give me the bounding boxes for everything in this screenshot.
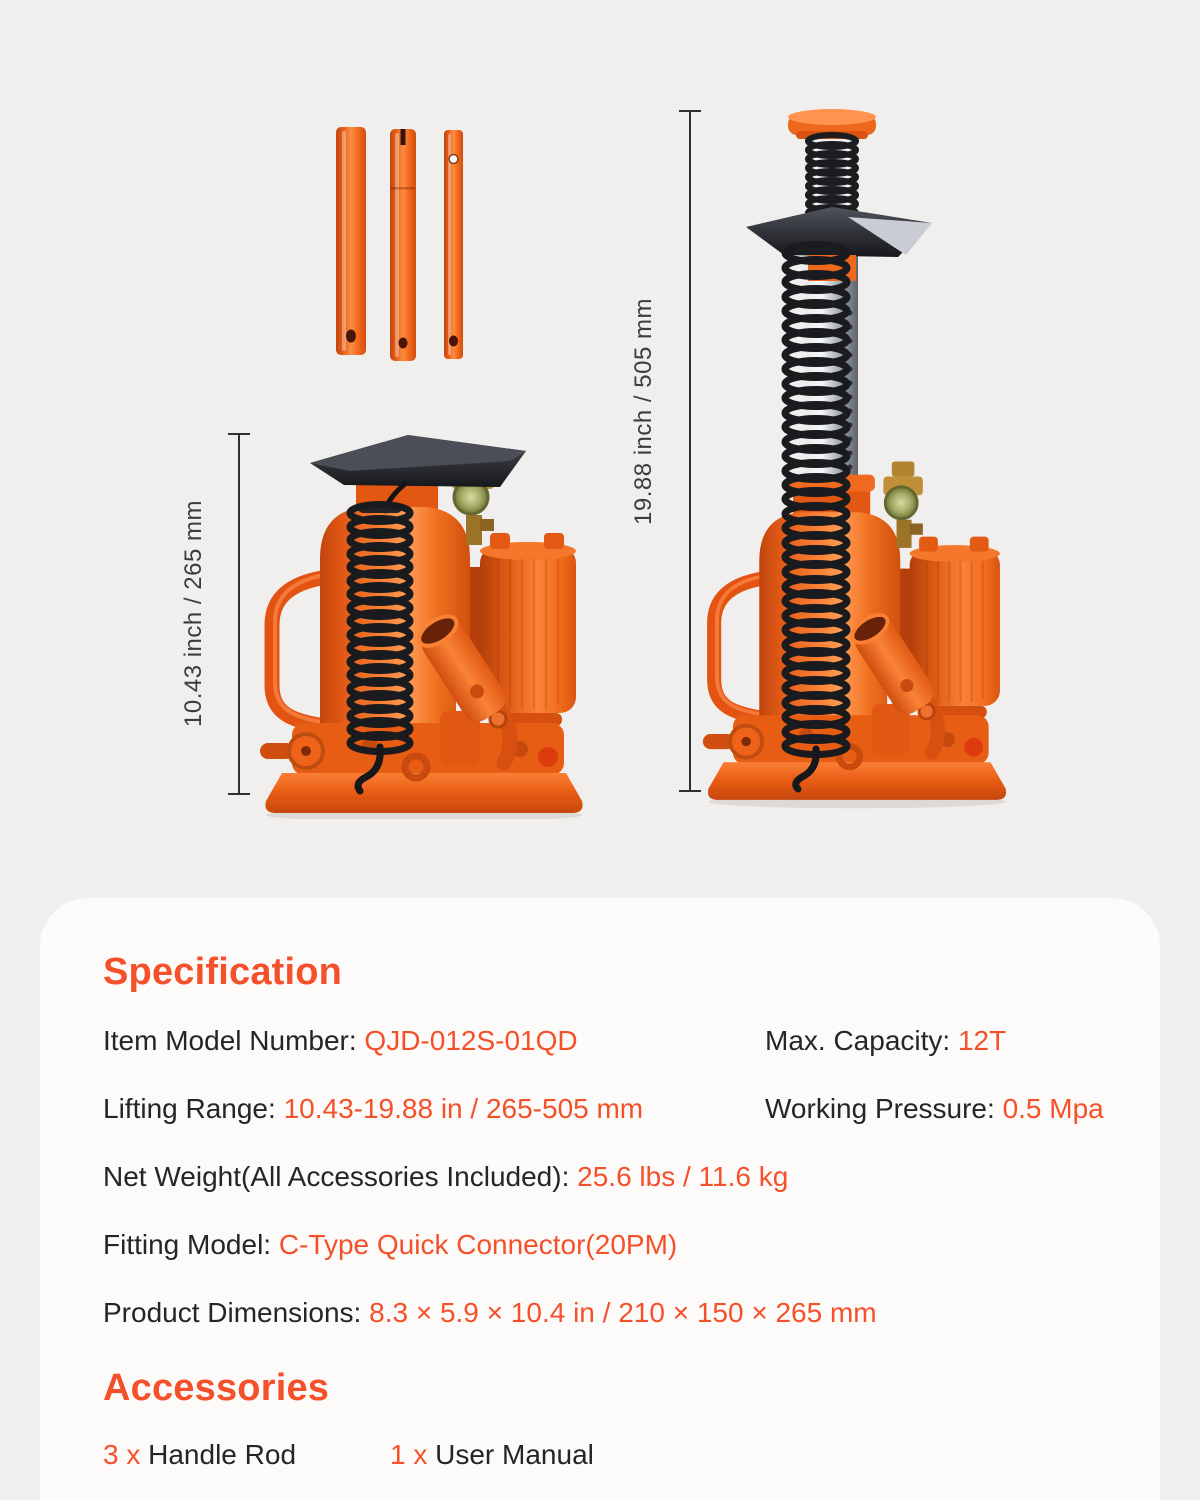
spec-item-model-number: Item Model Number: QJD-012S-01QD xyxy=(103,1025,578,1056)
accessories-title: Accessories xyxy=(103,1367,330,1409)
dimension-label-left: 10.43 inch / 265 mm xyxy=(180,500,207,728)
spec-line xyxy=(103,1092,1104,1126)
spec-product-dimensions: Product Dimensions: 8.3 × 5.9 × 10.4 in / 210 × 150 × 265 mm xyxy=(103,1297,877,1328)
spec-max-capacity: Max. Capacity: 12T xyxy=(765,1025,1007,1056)
accessory-user-manual: 1 x User Manual xyxy=(390,1439,594,1470)
handle-rods-illustration xyxy=(328,121,476,363)
spec-line xyxy=(103,1024,1097,1058)
spec-lifting-range: Lifting Range: 10.43-19.88 in / 265-505 mm xyxy=(103,1093,644,1124)
spec-net-weight: Net Weight(All Accessories Included): 25.6 lbs / 11.6 kg xyxy=(103,1161,789,1192)
handle-rod-3 xyxy=(444,130,463,359)
jack-lowered-illustration xyxy=(258,427,590,819)
dimension-line-right xyxy=(679,110,701,792)
spec-fitting-model: Fitting Model: C-Type Quick Connector(20PM) xyxy=(103,1229,678,1260)
spec-card xyxy=(40,898,1160,1500)
handle-rod-2 xyxy=(390,129,416,361)
accessory-handle-rod: 3 x Handle Rod xyxy=(103,1439,297,1470)
jack-raised-illustration xyxy=(700,107,1012,819)
handle-rod-1 xyxy=(336,127,366,355)
spec-working-pressure: Working Pressure: 0.5 Mpa xyxy=(765,1093,1104,1124)
dimension-line-left xyxy=(228,433,250,795)
dimension-label-right: 19.88 inch / 505 mm xyxy=(630,298,657,526)
spec-title: Specification xyxy=(103,951,343,993)
accessories-list xyxy=(103,1438,1097,1472)
